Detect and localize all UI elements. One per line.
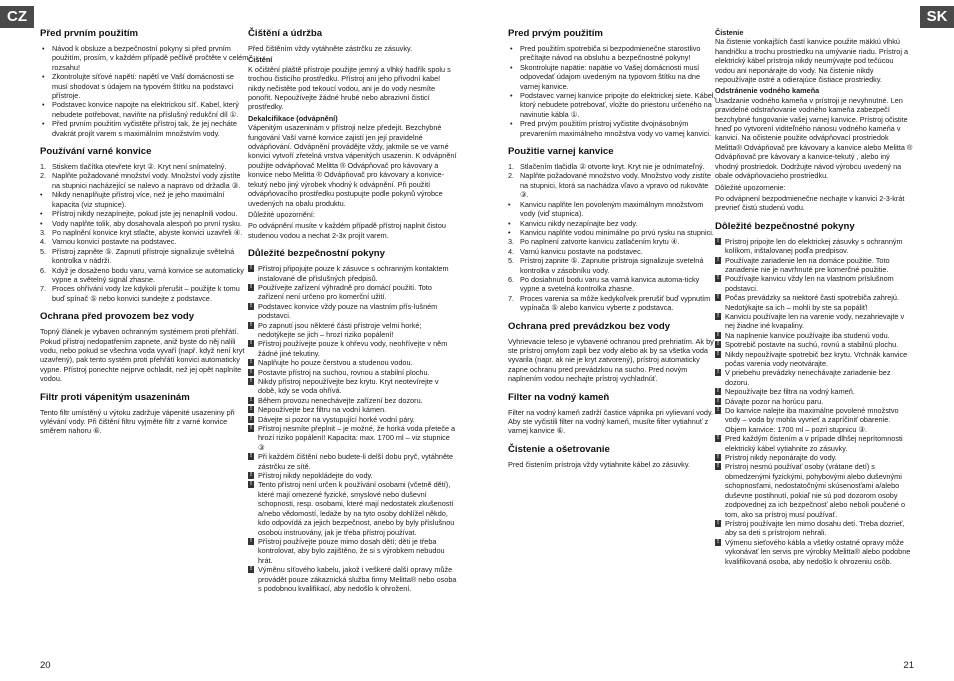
warning-icon: ! bbox=[717, 275, 719, 282]
warning-icon: ! bbox=[717, 538, 719, 545]
list-item: ! Postavte přístroj na suchou, rovnou a stabilní plochu. bbox=[250, 367, 430, 377]
list-item: • Kanvicu nikdy nezapínajte bez vody. bbox=[508, 218, 638, 228]
warning-icon: ! bbox=[250, 283, 252, 290]
list-item: 4. Varnú kanvicu postavte na podstavec. bbox=[508, 246, 643, 256]
warning-icon: ! bbox=[250, 406, 252, 413]
page-number-left: 20 bbox=[40, 660, 51, 671]
column-cz-1 bbox=[40, 28, 250, 438]
list-item: • Návod k obsluze a bezpečnostní pokyny si před prvním použitím, prosím, v každém případě pečlivě pročtěte v celém rozsahu! bbox=[40, 44, 250, 72]
list-sk-usage bbox=[508, 162, 718, 313]
list-item: • Kanvicu naplňte vodou minimálne po prvú rysku na stupnici. bbox=[508, 227, 714, 237]
paragraph-cz-cleaning: K očištění pláště přístroje použijte jemný a vlhký hadřík spolu s trochou čisticího prostředku. Přístroj ani jeho přívodní kabel nikdy nečistěte pod tekoucí vodou, ani je do vody nesmíte ponořit. Nepoužívejte žádné hrubé nebo abrazivní čisticí prostředky. bbox=[248, 64, 451, 112]
list-item: • Přístroj nikdy nezapínejte, pokud jste jej nenaplnili vodou. bbox=[40, 209, 238, 219]
paragraph-sk-descaling: Usadzanie vodného kameňa v prístroji je nevyhnutné. Len pravidelné odstraňovanie vodného kameňa zabezpečí bezchybné fungovanie vašej varnej kanvice. Prístroj očistite hneď po vytvorení viditeľného nánosu vodného kameňa v kanvici. Na očistenie použite odvápňovací prostriedok Melitta® Odvápňovač pre kávovary a kanvice alebo Melitta ® Odvápňovač pre kávovary a kanvice-tekutý , alebo iný vhodný prostriedok. Dodržujte návod výrobcu uvedený na obale odvápňovacieho prostriedku. bbox=[715, 95, 913, 181]
heading-cz-cleaning: Čištění a údržba bbox=[248, 28, 323, 39]
list-item: ! Prístroj nesmú používať osoby (vrátane detí) s obmedzenými fyzickými, pohybovými alebo duševnými schopnosťami, nedostatočnými skúsenosťami a/alebo duševne postihnutí, pokiaľ nie sú pod dozorom osoby zodpovednej za ich bezpečnosť alebo neboli poučené o tom, ako sa prístroj musí používať. bbox=[717, 462, 906, 519]
warning-icon: ! bbox=[250, 566, 252, 573]
warning-icon: ! bbox=[717, 435, 719, 442]
list-item: • Podstavec varnej kanvice pripojte do elektrickej siete. Kábel, ktorý nebudete potrebovať, vložte do priestoru určeného na navinutie kábla ①. bbox=[508, 91, 718, 119]
heading-sk-first-use: Pred prvým použitím bbox=[508, 28, 603, 39]
list-item: ! Tento přístroj není určen k používání osobami (včetně dětí), které mají omezené fyzické, smyslové nebo duševní schopnosti, resp. osobami, které mají nedostatek zkušeností a/nebo vědomostí, ledaže by na tyto osoby dohlížel někdo, kdo odpovídá za jejich bezpečnost, anebo by byly příslušnou osobou instruovány, jak je třeba přístroj používat. bbox=[250, 480, 455, 537]
list-item: ! Při každém čištění nebo budete-li delší dobu pryč, vytáhněte zástrčku ze sítě. bbox=[250, 452, 454, 471]
heading-cz-safety: Důležité bezpečnostní pokyny bbox=[248, 248, 386, 260]
paragraph-cz-filter: Tento filtr umístěný u výtoku zadržuje vápenité usazeniny při vylévání vody. Při čištění filtru vyjměte filtr z varné konvice směrem nahoru ⑥. bbox=[40, 407, 235, 436]
subheading-cz-cleaning: Čištění bbox=[248, 55, 273, 65]
warning-icon: ! bbox=[717, 454, 719, 461]
list-item: 3. Po naplnění konvice kryt stlačte, abyste konvici uzavřeli ④. bbox=[40, 227, 243, 237]
list-item: ! Počas prevádzky sa niektoré časti spotrebiča zahrejú. Nedotýkajte sa ich – mohli by ste sa popáliť! bbox=[717, 293, 899, 312]
warning-icon: ! bbox=[250, 396, 252, 403]
warning-icon: ! bbox=[250, 537, 252, 544]
warning-icon: ! bbox=[717, 369, 719, 376]
list-item: ! Používejte zařízení výhradně pro domácí použití. Toto zařízení není určeno pro komerční užití. bbox=[250, 282, 432, 302]
warning-icon: ! bbox=[250, 453, 252, 460]
list-item: • Zkontrolujte síťové napětí: napětí ve Vaší domácnosti se musí shodovat s údajem na typovém štítku na podstavci přístroje. bbox=[40, 72, 250, 100]
paragraph-sk-overheat: Vyhrievacie teleso je vybavené ochranou pred prehriatím. Ak by ste prístroj omylom zapli bez vody alebo ak by sa všetka voda vyvarila (napr. ak nie je kryt zatvorený), prístroj automaticky zapne ochranu pred prevádzkou na sucho. Pred novým naplnením vodou nechajte prístroj vychladnúť. bbox=[508, 336, 714, 384]
list-item: ! Na naplnenie kanvice používajte iba studenú vodu. bbox=[717, 330, 890, 340]
list-item: 4. Varnou konvici postavte na podstavec. bbox=[40, 237, 177, 247]
list-item: ! Nepoužívejte bez filtru na vodní kámen. bbox=[250, 405, 387, 415]
list-item: 7. Proces varenia sa môže kedykoľvek prerušiť buď vypnutím vypínača ⑤ alebo kanvicu vyberte z podstavca. bbox=[508, 293, 711, 313]
list-item: ! Spotrebič postavte na suchú, rovnú a stabilnú plochu. bbox=[717, 340, 899, 350]
warning-icon: ! bbox=[250, 378, 252, 384]
warning-icon: ! bbox=[250, 359, 252, 366]
list-item: ! Po zapnutí jsou některé části přístroje velmi horké; nedotýkejte se jich – hrozí riziko popálení! bbox=[250, 320, 422, 339]
warning-icon: ! bbox=[717, 341, 719, 348]
list-item: 1. Stiskem tlačítka otevřete kryt ②. Kryt není snímatelný. bbox=[40, 162, 227, 172]
heading-cz-usage: Používání varné konvice bbox=[40, 146, 152, 158]
list-item: ! Přístroj nikdy nepokládejte do vody. bbox=[250, 471, 373, 481]
list-item: ! Kanvicu používajte len na varenie vody, nezahrievajte v nej žiadne iné kvapaliny. bbox=[717, 311, 905, 331]
warning-icon: ! bbox=[717, 350, 719, 357]
paragraph-cz-cleaning-intro: Před čištěním vždy vytáhněte zástrčku ze zásuvky. bbox=[248, 44, 413, 53]
paragraph-cz-note: Po odvápnění musíte v každém případě přístroj naplnit čistou studenou vodou a nechat 2-3x projít varem. bbox=[248, 221, 446, 240]
list-item: ! Dávejte si pozor na vystupující horké vodní páry. bbox=[250, 414, 415, 424]
warning-icon: ! bbox=[717, 519, 719, 526]
list-item: ! Prístroj pripojte len do elektrickej zásuvky s ochranným kolíkom, inštalovanej podľa predpisov. bbox=[717, 236, 903, 256]
list-sk-first-use bbox=[508, 44, 718, 138]
heading-cz-first-use: Před prvním použitím bbox=[40, 28, 139, 39]
warning-icon: ! bbox=[717, 237, 719, 244]
paragraph-cz-overheat: Topný článek je vybaven ochranným systémem proti přehřátí. Pokud přístroj nedopatřením zapnete, aniž byste do něj nalili vodu, nebo pokud se všechna voda vyvaří (např. když není kryt uzavřený), pak tento systém proti přehřátí konvici automaticky vypne. Přístroj ponechte nejprve ochladit, než jej opět naplníte vodou. bbox=[40, 327, 245, 384]
warning-icon: ! bbox=[250, 472, 252, 479]
paragraph-sk-note-label: Dôležité upozornenie: bbox=[715, 182, 786, 192]
language-badge-cz: CZ bbox=[0, 6, 34, 28]
paragraph-cz-note-label: Důležité upozornění: bbox=[248, 209, 315, 219]
list-item: ! V priebehu prevádzky nenechávajte zariadenie bez dozoru. bbox=[717, 368, 891, 387]
column-sk-1 bbox=[508, 28, 718, 471]
list-item: ! Nikdy přístroj nepoužívejte bez krytu. Kryt neotevírejte v době, kdy se voda ohřívá. bbox=[250, 377, 439, 396]
list-item: ! Přístroj používejte pouze mimo dosah dětí; děti je třeba kontrolovat, aby bylo zajištěno, že si s výrobkem nebudou hrát. bbox=[250, 536, 445, 565]
list-item: ! Přístroj používejte pouze k ohřevu vody, neohřívejte v něm žádné jiné tekutiny. bbox=[250, 339, 448, 358]
list-item: ! Nikdy nepoužívajte spotrebič bez krytu. Vrchnák kanvice počas varenia vody neotvárajte. bbox=[717, 349, 908, 368]
list-item: 7. Proces ohřívání vody lze kdykoli přerušit – použijte k tomu buď spínač ⑤ nebo konvici sundejte z podstavce. bbox=[40, 284, 240, 303]
list-item: ! Používajte kanvicu vždy len na vlastnom príslušnom podstavci. bbox=[717, 274, 894, 293]
list-item: ! Během provozu nenechávejte zařízení bez dozoru. bbox=[250, 395, 423, 405]
list-item: • Pred použitím spotrebiča si bezpodmienečne starostlivo prečítajte návod na obsluhu a bezpečnostné pokyny! bbox=[508, 44, 718, 63]
list-item: 5. Přístroj zapněte ⑤. Zapnutí přístroje signalizuje světelná kontrolka v nádrži. bbox=[40, 246, 235, 266]
list-item: ! Používajte zariadenie len na domáce použitie. Toto zariadenie nie je navrhnuté pre komerčné použitie. bbox=[717, 255, 890, 274]
warning-icon: ! bbox=[250, 265, 252, 272]
column-cz-2 bbox=[248, 28, 458, 595]
list-item: • Před prvním použitím vyčistěte přístroj tak, že jej necháte dvakrát projít varem s maximálním množstvím vody. bbox=[40, 119, 250, 138]
page-number-right: 21 bbox=[903, 660, 914, 671]
list-item: ! Výmenu sieťového kábla a všetky ostatné opravy môže vykonávať len servis pre výrobky Melitta® alebo podobne kvalifikovaná osoba, aby nedošlo k ohrozeniu osôb. bbox=[717, 537, 911, 566]
warning-icon: ! bbox=[250, 321, 252, 328]
subheading-cz-descaling: Dekalcifikace (odvápnění) bbox=[248, 113, 338, 123]
list-item: ! Prístroj používajte len mimo dosahu detí. Treba dozrieť, aby sa deti s prístrojom nehrali. bbox=[717, 518, 905, 538]
warning-icon: ! bbox=[250, 302, 252, 309]
list-item: ! Prístroj nikdy neponárajte do vody. bbox=[717, 453, 837, 463]
warning-icon: ! bbox=[250, 481, 252, 488]
heading-cz-overheat: Ochrana před provozem bez vody bbox=[40, 311, 195, 323]
list-cz-first-use bbox=[40, 44, 250, 138]
warning-icon: ! bbox=[717, 397, 719, 404]
warning-icon: ! bbox=[717, 256, 719, 263]
warning-icon: ! bbox=[250, 368, 252, 375]
list-item: ! Výměnu síťového kabelu, jakož i veškeré další opravy může provádět pouze zákaznická služba firmy Melitta® nebo osoba s podobnou kvalifikací, aby nedošlo k ohrožení. bbox=[250, 565, 457, 593]
warning-icon: ! bbox=[717, 388, 719, 395]
list-item: ! Dávajte pozor na horúcu paru. bbox=[717, 396, 824, 406]
paragraph-sk-filter: Filter na vodný kameň zadrží častice vápnika pri vylievaní vody. Aby ste vyčistili filter na vodný kameň, musíte filter vytiahnuť z varnej kanvice ⑥. bbox=[508, 407, 714, 436]
list-item: ! Přístroj připojujte pouze k zásuvce s ochranným kontaktem instalované dle příslušných předpisů. bbox=[250, 264, 449, 283]
paragraph-sk-maintenance: Pred čistením prístroja vždy vytiahnite kábel zo zásuvky. bbox=[508, 459, 690, 469]
subheading-sk-descaling: Odstránenie vodného kameňa bbox=[715, 86, 820, 96]
list-cz-safety bbox=[248, 264, 458, 593]
list-item: ! Přístroj nesmíte přeplnit – je možné, že horká voda přeteče a hrozí riziko popálení! Kapacita: max. 1700 ml – viz stupnice ③ bbox=[250, 424, 456, 452]
heading-sk-overheat: Ochrana pred prevádzkou bez vody bbox=[508, 320, 671, 332]
heading-sk-filter: Filter na vodný kameň bbox=[508, 391, 610, 403]
paragraph-sk-cleaning: Na čistenie vonkajších častí kanvice použite mäkkú vlhkú handričku a trochu prostriedku na umývanie riadu. Prístroj a elektrický kábel prístroja nikdy neumývajte pod tečúcou vodou ani neponárajte do vody. Na čistenie nikdy nepoužívajte ostré a odierajúce čistiace prostriedky. bbox=[715, 37, 909, 85]
paragraph-sk-note: Po odvápnení bezpodmienečne nechajte v kanvici 2-3-krát prevrieť čistú studenú vodu. bbox=[715, 193, 905, 213]
list-item: 5. Prístroj zapnite ⑤. Zapnutie prístroja signalizuje svetelná kontrolka v zásobníku vody. bbox=[508, 256, 704, 275]
list-item: • Skontrolujte napätie: napätie vo Vašej domácnosti musí odpovedať údajom uvedeným na typovom štítku na dne varnej kanvice. bbox=[508, 63, 718, 91]
list-item: • Pred prvým použitím prístroj vyčistite dvojnásobným prevarením maximálneho množstva vody vo varnej kanvici. bbox=[508, 119, 718, 138]
list-item: ! Do kanvice nalejte iba maximálne povolené množstvo vody – voda by mohla vyvrieť a zapríčiniť obarenie. Objem kanvice: 1700 ml – pozri stupnicu ③. bbox=[717, 406, 899, 434]
list-cz-usage bbox=[40, 162, 250, 303]
heading-sk-maintenance: Čistenie a ošetrovanie bbox=[508, 443, 610, 455]
list-item: • Vody naplňte tolik, aby dosahovala alespoň po první rysku. bbox=[40, 218, 242, 228]
paragraph-cz-descaling: Vápenitým usazeninám v přístroji nelze předejít. Bezchybné fungování Vaší varné konvice zajistí jen její pravidelné odvápňování. Odvápnění provádějte vždy, jakmile se ve varné konvici vytvoří zřetelná vrstva vápenitých usazenin. K odvápnění použijte odvápňovač Melitta ® Odvápňovač pro kávovary a konvice nebo Melitta ® Odvápňovač pro kávovary a konvice-tekutý nebo jiný výrobek vhodný k odvápnění. Při použití odvápňovacího prostředku postupujte podle pokynů výrobce uvedených na obalu produktu. bbox=[248, 123, 457, 208]
warning-icon: ! bbox=[717, 407, 719, 414]
heading-cz-filter: Filtr proti vápenitým usazeninám bbox=[40, 391, 190, 403]
list-item: ! Nepoužívajte bez filtra na vodný kameň. bbox=[717, 387, 855, 397]
list-item: 2. Naplňte požadované množství vody. Množství vody zjistíte na stupnici nacházející se nalevo a napravo od držadla ③. bbox=[40, 171, 241, 190]
list-item: 6. Když je dosaženo bodu varu, varná konvice se automaticky vypne a světelný signál zhasne. bbox=[40, 265, 244, 284]
warning-icon: ! bbox=[717, 463, 719, 470]
warning-icon: ! bbox=[250, 425, 252, 432]
list-item: • Podstavec konvice napojte na elektrickou síť. Kabel, který nebudete potřebovat, naviňte na příslušný redukční díl ①. bbox=[40, 100, 250, 119]
list-sk-safety bbox=[715, 237, 913, 566]
subheading-sk-cleaning: Čistenie bbox=[715, 28, 744, 37]
list-item: ! Pred každým čistením a v prípade dlhšej neprítomnosti elektrický kábel vytiahnite zo zásuvky. bbox=[717, 434, 903, 453]
list-item: • Nikdy nenaplňujte přístroj více, než je jeho maximální kapacita (viz stupnice). bbox=[40, 190, 225, 209]
list-item: 6. Po dosiahnutí bodu varu sa varná kanvica automa-ticky vypne a svetelná kontrolka zhasne. bbox=[508, 274, 700, 294]
list-item: 1. Stlačením tlačidla ② otvorte kryt. Kryt nie je odnímateľný. bbox=[508, 162, 705, 172]
list-item: 3. Po naplnení zatvorte kanvicu zatlačením krytu ④. bbox=[508, 237, 680, 247]
list-item: 2. Naplňte požadované množstvo vody. Množstvo vody zistíte na stupnici, ktorá sa nachádza vľavo a vpravo od rukoväte ③. bbox=[508, 171, 711, 200]
column-sk-2 bbox=[715, 28, 913, 568]
heading-sk-usage: Použitie varnej kanvice bbox=[508, 146, 614, 158]
warning-icon: ! bbox=[717, 312, 719, 319]
warning-icon: ! bbox=[250, 415, 252, 422]
heading-sk-safety: Dôležité bezpečnostné pokyny bbox=[715, 220, 855, 232]
list-item: ! Naplňujte ho pouze čerstvou a studenou vodou. bbox=[250, 358, 413, 368]
warning-icon: ! bbox=[250, 340, 252, 347]
list-item: • Kanvicu naplňte len povoleným maximálnym množstvom vody (viď stupnica). bbox=[508, 199, 704, 219]
language-badge-sk: SK bbox=[920, 6, 954, 28]
list-item: ! Podstavec konvice vždy pouze na vlastním přís-lušném podstavci. bbox=[250, 301, 438, 321]
warning-icon: ! bbox=[717, 294, 719, 301]
warning-icon: ! bbox=[717, 331, 719, 338]
